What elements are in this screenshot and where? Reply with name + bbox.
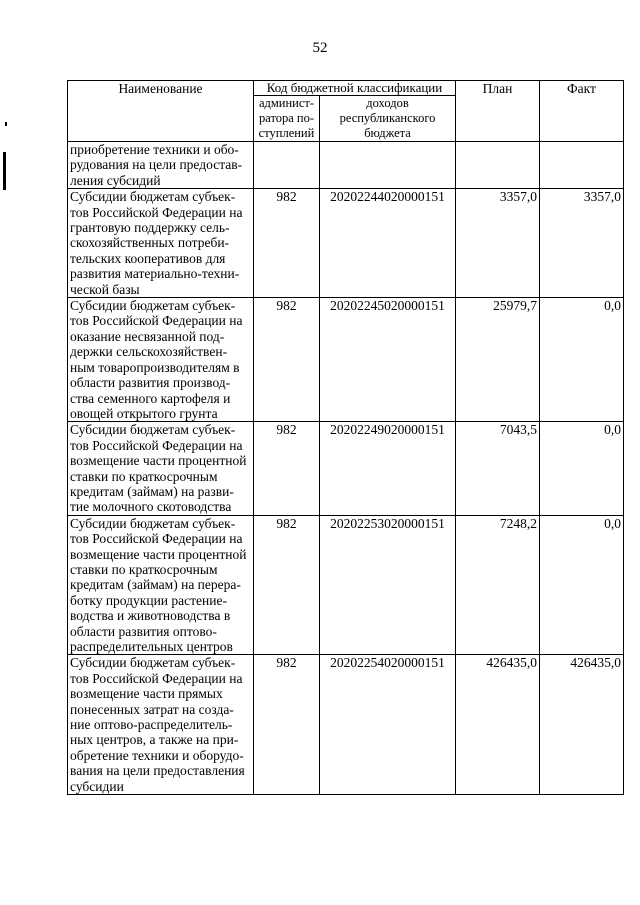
- row-plan: 7043,5: [456, 422, 540, 515]
- row-revenue-code: [320, 142, 456, 189]
- row-plan: 3357,0: [456, 189, 540, 298]
- header-admin: [254, 96, 320, 142]
- header-revenue-line: республиканского: [339, 111, 436, 125]
- table-row: [68, 515, 624, 655]
- header-name: Наименование: [68, 81, 254, 142]
- row-name: [68, 142, 254, 189]
- header-admin-line: ступлений: [258, 126, 315, 140]
- name-line: тов Российской Федерации на: [70, 437, 243, 453]
- row-revenue-code: 20202254020000151: [320, 655, 456, 795]
- row-plan: 426435,0: [456, 655, 540, 795]
- row-name: [68, 422, 254, 515]
- name-line: тов Российской Федерации на: [70, 313, 243, 329]
- margin-mark: [5, 122, 7, 126]
- name-line: ления субсидий: [70, 172, 161, 188]
- row-plan: [456, 142, 540, 189]
- name-line: тов Российской Федерации на: [70, 670, 243, 686]
- name-line: Субсидии бюджетам субъек-: [70, 515, 236, 531]
- name-line: ставки по краткосрочным: [70, 468, 218, 484]
- row-fact: 0,0: [540, 298, 624, 422]
- row-plan: 7248,2: [456, 515, 540, 655]
- name-line: развития материально-техни-: [70, 266, 240, 282]
- row-name: [68, 189, 254, 298]
- name-line: кредитам (займам) на разви-: [70, 483, 234, 499]
- row-name: [68, 515, 254, 655]
- name-line: возмещение части прямых: [70, 686, 223, 702]
- name-line: Субсидии бюджетам субъек-: [70, 422, 236, 438]
- name-line: области развития производ-: [70, 375, 231, 391]
- name-line: вания на цели предоставления: [70, 763, 245, 779]
- header-fact: Факт: [540, 81, 624, 142]
- table-row: [68, 655, 624, 795]
- name-line: тов Российской Федерации на: [70, 531, 243, 547]
- row-name: [68, 298, 254, 422]
- name-line: Субсидии бюджетам субъек-: [70, 655, 236, 671]
- row-admin-code: 982: [254, 298, 320, 422]
- name-line: грантовую поддержку сель-: [70, 220, 230, 236]
- name-line: приобретение техники и обо-: [70, 142, 239, 157]
- row-revenue-code: 20202244020000151: [320, 189, 456, 298]
- name-line: Субсидии бюджетам субъек-: [70, 298, 236, 314]
- row-admin-code: [254, 142, 320, 189]
- name-line: ставки по краткосрочным: [70, 561, 218, 577]
- row-fact: 0,0: [540, 515, 624, 655]
- row-revenue-code: 20202245020000151: [320, 298, 456, 422]
- name-line: обретение техники и оборудо-: [70, 747, 244, 763]
- name-line: ства семенного картофеля и: [70, 390, 231, 406]
- row-admin-code: 982: [254, 655, 320, 795]
- row-fact: [540, 142, 624, 189]
- header-revenue-line: доходов: [366, 96, 409, 110]
- header-admin-line: админист-: [258, 96, 315, 110]
- table-row: [68, 422, 624, 515]
- name-line: возмещение части процентной: [70, 453, 247, 469]
- margin-mark: [3, 152, 6, 190]
- name-line: тов Российской Федерации на: [70, 204, 243, 220]
- name-line: субсидии: [70, 778, 124, 794]
- header-revenue-line: бюджета: [364, 126, 411, 140]
- row-name: [68, 655, 254, 795]
- name-line: тие молочного скотоводства: [70, 499, 232, 515]
- name-line: рудования на цели предостав-: [70, 157, 243, 173]
- row-revenue-code: 20202253020000151: [320, 515, 456, 655]
- header-revenue: [320, 96, 456, 142]
- name-line: ных центров, а также на при-: [70, 732, 239, 748]
- name-line: ние оптово-распределитель-: [70, 717, 233, 733]
- name-line: ботку продукции растение-: [70, 592, 227, 608]
- row-fact: 426435,0: [540, 655, 624, 795]
- table-row: [68, 142, 624, 189]
- name-line: возмещение части процентной: [70, 546, 247, 562]
- row-plan: 25979,7: [456, 298, 540, 422]
- page-number: 52: [312, 40, 328, 56]
- name-line: кредитам (займам) на перера-: [70, 577, 241, 593]
- name-line: оказание несвязанной под-: [70, 328, 225, 344]
- name-line: держки сельскохозяйствен-: [70, 344, 228, 360]
- name-line: распределительных центров: [70, 639, 233, 654]
- header-budget-code: Код бюджетной классификации: [254, 81, 456, 96]
- budget-classification-table: [67, 80, 624, 795]
- name-line: тельских кооперативов для: [70, 250, 226, 266]
- name-line: водства и животноводства в: [70, 608, 231, 624]
- name-line: понесенных затрат на созда-: [70, 701, 234, 717]
- table-row: [68, 298, 624, 422]
- name-line: ным товаропроизводителям в: [70, 359, 240, 375]
- row-admin-code: 982: [254, 515, 320, 655]
- row-fact: 0,0: [540, 422, 624, 515]
- row-fact: 3357,0: [540, 189, 624, 298]
- name-line: скохозяйственных потреби-: [70, 235, 230, 251]
- row-admin-code: 982: [254, 422, 320, 515]
- name-line: ческой базы: [70, 281, 140, 297]
- header-plan: План: [456, 81, 540, 142]
- name-line: Субсидии бюджетам субъек-: [70, 189, 236, 205]
- header-admin-line: ратора по-: [258, 111, 315, 125]
- name-line: овощей открытого грунта: [70, 405, 218, 421]
- table-row: [68, 189, 624, 298]
- name-line: области развития оптово-: [70, 623, 217, 639]
- row-admin-code: 982: [254, 189, 320, 298]
- row-revenue-code: 20202249020000151: [320, 422, 456, 515]
